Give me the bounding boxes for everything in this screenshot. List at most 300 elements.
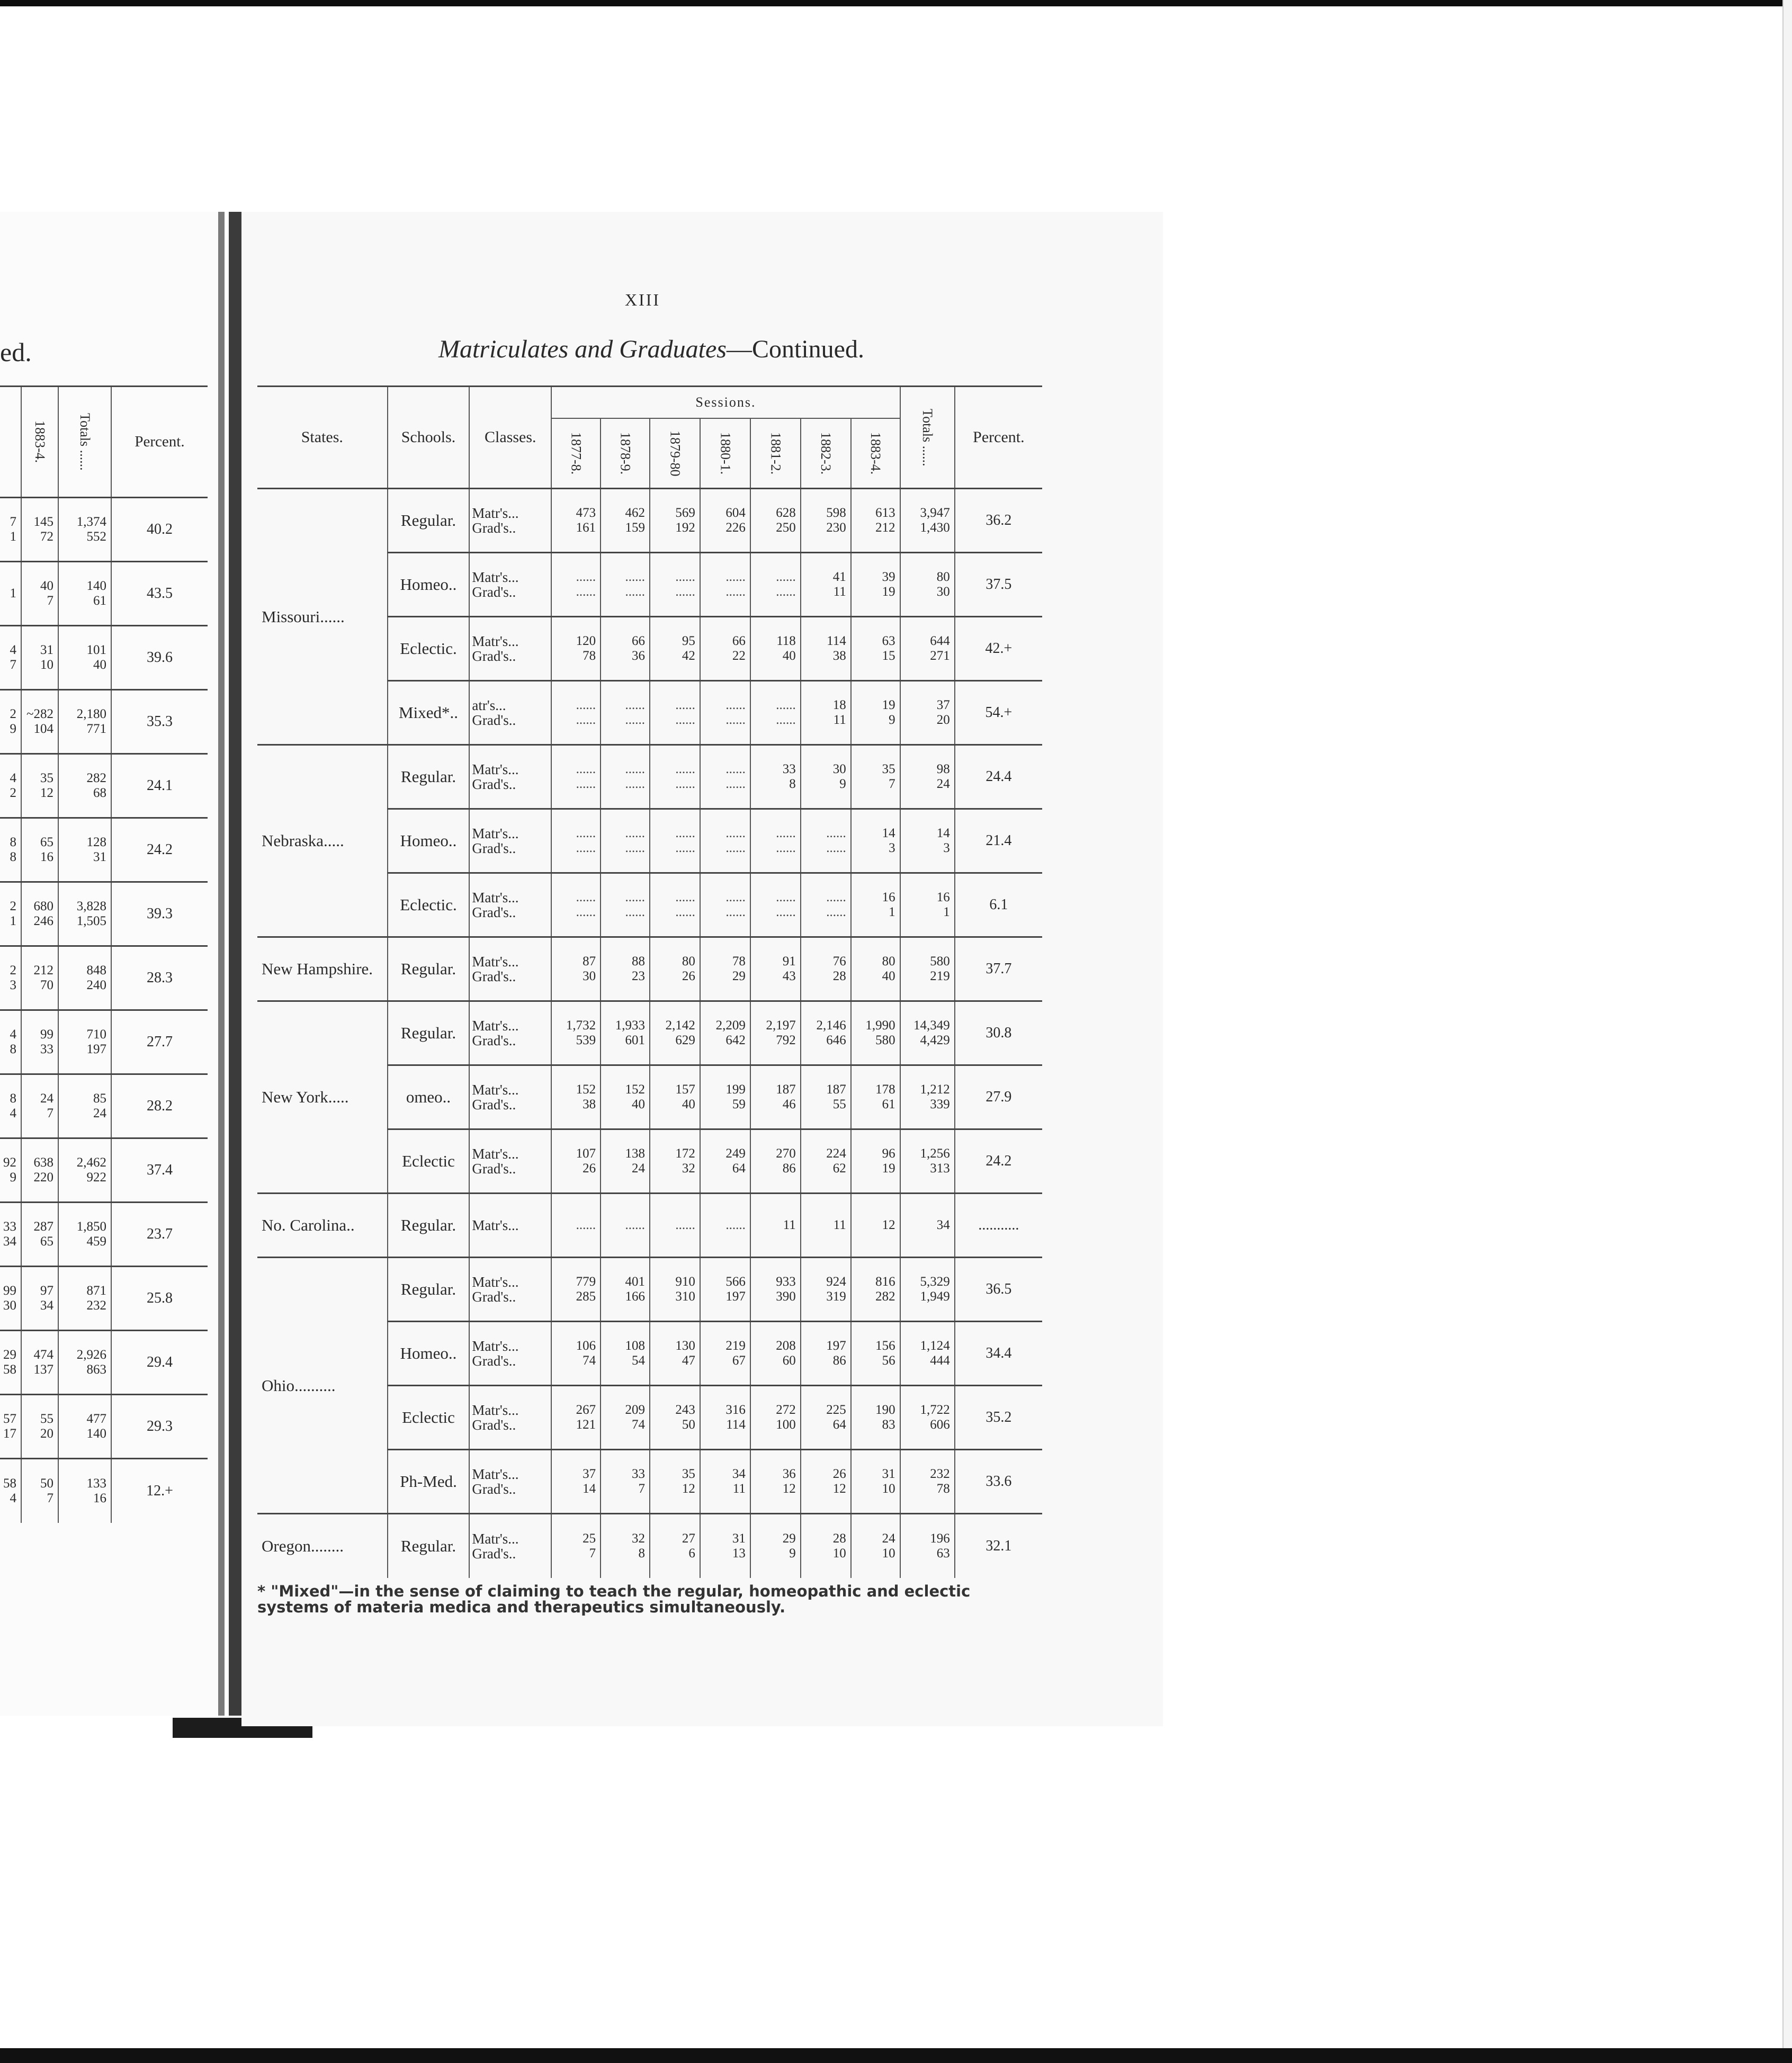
graduates-value: 100 — [776, 1418, 796, 1432]
session-cell — [601, 937, 650, 1001]
left-edge-value: 4 — [10, 1106, 16, 1120]
matriculates-value: 598 — [826, 506, 846, 520]
header-year-2 — [601, 418, 650, 488]
session-cell — [750, 489, 801, 553]
left-edge-cell — [0, 946, 21, 1010]
state-name: Ohio.......... — [257, 1258, 388, 1514]
session-cell — [700, 1065, 750, 1129]
session-cell — [801, 553, 851, 617]
school-name: Eclectic. — [388, 873, 470, 937]
session-cell — [551, 553, 601, 617]
left-edge-value: 58 — [3, 1362, 16, 1377]
graduates-value: 20 — [936, 713, 950, 727]
left-year-cell — [21, 1203, 58, 1267]
class-label: Grad's.. — [472, 1481, 516, 1497]
matriculates-value: 270 — [776, 1146, 796, 1161]
school-name: Regular. — [388, 937, 470, 1001]
matriculates-value: ...... — [826, 890, 846, 904]
left-year-cell — [21, 1138, 58, 1203]
class-label: Grad's.. — [472, 1033, 516, 1048]
left-total-matriculates: 2,462 — [76, 1155, 106, 1170]
matriculates-value: ...... — [675, 890, 695, 904]
percent-value: 37.7 — [955, 937, 1042, 1001]
scan-bottom-border — [0, 2048, 1792, 2063]
session-cell — [551, 1386, 601, 1450]
matriculates-value: 316 — [725, 1403, 746, 1417]
left-page-edge — [218, 212, 225, 1716]
graduates-value: 7 — [589, 1546, 596, 1560]
graduates-value: ...... — [826, 905, 846, 919]
session-cell — [750, 1194, 801, 1258]
class-label: Grad's.. — [472, 648, 516, 664]
matriculates-value: 1,990 — [865, 1018, 895, 1033]
graduates-value: 219 — [930, 969, 950, 983]
left-total-cell — [58, 818, 111, 882]
matriculates-value: 37 — [583, 1467, 596, 1481]
matriculates-value: 613 — [875, 506, 895, 520]
left-matriculates-value: 55 — [40, 1412, 53, 1426]
matriculates-value: 88 — [631, 954, 645, 968]
session-cell — [801, 1450, 851, 1514]
session-cell — [551, 1514, 601, 1578]
header-year-label: 1877-8. — [568, 432, 584, 475]
graduates-value: 1,430 — [920, 521, 950, 535]
total-cell — [900, 1258, 955, 1322]
header-year-label: 1882-3. — [818, 432, 834, 475]
graduates-value: 36 — [631, 649, 645, 663]
session-cell — [700, 809, 750, 873]
session-cell — [750, 617, 801, 681]
left-percent-value: 35.3 — [111, 690, 208, 754]
matriculates-value: 1,124 — [920, 1339, 950, 1353]
session-cell — [851, 1258, 900, 1322]
graduates-value: ...... — [725, 713, 746, 727]
left-table-row — [0, 1138, 208, 1203]
left-total-graduates: 232 — [86, 1298, 106, 1313]
session-cell — [750, 1514, 801, 1578]
matriculates-value: 566 — [725, 1275, 746, 1289]
left-matriculates-value: 50 — [40, 1476, 53, 1491]
graduates-value: 10 — [832, 1546, 846, 1560]
session-cell — [601, 1065, 650, 1129]
graduates-value: ...... — [725, 585, 746, 599]
class-labels — [469, 873, 551, 937]
left-table-row — [0, 1010, 208, 1074]
matriculates-value: 157 — [675, 1082, 695, 1097]
graduates-value: 10 — [882, 1546, 895, 1560]
session-cell — [551, 1001, 601, 1065]
left-year-cell — [21, 1074, 58, 1138]
session-cell — [801, 1258, 851, 1322]
percent-value: 42.+ — [955, 617, 1042, 681]
graduates-value: 67 — [732, 1353, 746, 1368]
left-total-matriculates: 128 — [86, 835, 106, 849]
left-total-matriculates: 3,828 — [76, 899, 106, 913]
total-cell — [900, 937, 955, 1001]
session-cell — [801, 489, 851, 553]
left-matriculates-value: 680 — [33, 899, 53, 913]
left-matriculates-value: 35 — [40, 771, 53, 785]
graduates-value: ...... — [576, 713, 596, 727]
matriculates-value: ...... — [725, 698, 746, 712]
session-cell — [601, 1386, 650, 1450]
left-total-matriculates: 282 — [86, 771, 106, 785]
header-totals: Totals ...... — [900, 387, 955, 489]
matriculates-value: 232 — [930, 1467, 950, 1481]
left-total-graduates: 68 — [93, 786, 106, 800]
left-edge-value: 1 — [10, 914, 16, 928]
class-label: Matr's... — [472, 569, 519, 585]
graduates-value: ...... — [625, 585, 645, 599]
matriculates-value: 16 — [936, 890, 950, 904]
left-percent-value: 37.4 — [111, 1138, 208, 1203]
graduates-value: 285 — [576, 1289, 596, 1304]
left-edge-value: 8 — [10, 835, 16, 849]
class-label: Grad's.. — [472, 1161, 516, 1177]
matriculates-value: ...... — [625, 570, 645, 584]
graduates-value: ...... — [576, 905, 596, 919]
matriculates-value: 98 — [936, 762, 950, 776]
title-rest: —Continued. — [726, 335, 864, 363]
matriculates-value: 208 — [776, 1339, 796, 1353]
session-cell — [601, 873, 650, 937]
graduates-value: 24 — [936, 777, 950, 791]
total-cell — [900, 1129, 955, 1194]
page-title — [438, 335, 864, 364]
matriculates-value: 933 — [776, 1275, 796, 1289]
matriculates-value: 190 — [875, 1403, 895, 1417]
left-table-row — [0, 946, 208, 1010]
graduates-value: ...... — [625, 713, 645, 727]
left-graduates-value: 7 — [47, 594, 53, 608]
class-labels — [469, 617, 551, 681]
graduates-value: 29 — [732, 969, 746, 983]
class-label: atr's... — [472, 697, 506, 713]
left-total-cell — [58, 1203, 111, 1267]
matriculates-value: 24 — [882, 1531, 895, 1546]
left-matriculates-value: 212 — [33, 963, 53, 977]
session-cell — [551, 1129, 601, 1194]
left-matriculates-value: 474 — [33, 1348, 53, 1362]
left-year-cell — [21, 946, 58, 1010]
left-total-graduates: 771 — [86, 722, 106, 736]
left-matriculates-value: ~282 — [26, 707, 53, 721]
session-cell — [700, 1129, 750, 1194]
matriculates-value: ...... — [725, 890, 746, 904]
graduates-value: 40 — [882, 969, 895, 983]
percent-value: 24.2 — [955, 1129, 1042, 1194]
class-label: Matr's... — [472, 826, 519, 841]
left-total-graduates: 40 — [93, 658, 106, 672]
session-cell — [700, 1001, 750, 1065]
table-row — [257, 1258, 1042, 1322]
left-edge-value: 2 — [10, 899, 16, 913]
matriculates-value: 249 — [725, 1146, 746, 1161]
matriculates-value: ...... — [576, 890, 596, 904]
matriculates-value: ...... — [576, 826, 596, 840]
class-labels — [469, 809, 551, 873]
left-percent-value: 24.1 — [111, 754, 208, 818]
left-edge-value: 1 — [10, 586, 16, 600]
graduates-value: 1 — [943, 905, 950, 919]
state-name: No. Carolina.. — [257, 1194, 388, 1258]
session-cell — [801, 809, 851, 873]
class-labels — [469, 1386, 551, 1450]
matriculates-value: 41 — [832, 570, 846, 584]
graduates-value: 55 — [832, 1097, 846, 1111]
matriculates-value: 66 — [732, 634, 746, 648]
left-edge-value: 99 — [3, 1284, 16, 1298]
session-cell — [851, 1194, 900, 1258]
footnote: * "Mixed"—in the sense of claiming to teach the regular, homeopathic and eclectic systems of materia medica and therapeutics simultaneously. — [257, 1582, 971, 1616]
left-edge-value: 4 — [10, 643, 16, 657]
class-label: Matr's... — [472, 633, 519, 649]
left-edge-cell — [0, 690, 21, 754]
graduates-value: ...... — [776, 585, 796, 599]
graduates-value: 78 — [583, 649, 596, 663]
session-cell — [650, 1001, 700, 1065]
left-edge-value: 8 — [10, 1091, 16, 1106]
left-matriculates-value: 24 — [40, 1091, 53, 1106]
graduates-value: 646 — [826, 1033, 846, 1047]
graduates-value: 86 — [832, 1353, 846, 1368]
graduates-value: 192 — [675, 521, 695, 535]
matriculates-value: ...... — [625, 890, 645, 904]
session-cell — [700, 617, 750, 681]
left-percent-value: 24.2 — [111, 818, 208, 882]
matriculates-value: 34 — [936, 1218, 950, 1232]
session-cell — [750, 681, 801, 745]
session-cell — [601, 1129, 650, 1194]
class-label: Grad's.. — [472, 840, 516, 856]
session-cell — [650, 1450, 700, 1514]
left-year-cell — [21, 1010, 58, 1074]
total-cell — [900, 1001, 955, 1065]
left-percent-value: 40.2 — [111, 498, 208, 562]
graduates-value: 601 — [625, 1033, 645, 1047]
left-table-row — [0, 498, 208, 562]
session-cell — [551, 937, 601, 1001]
graduates-value: 12 — [782, 1482, 796, 1496]
session-cell — [601, 1450, 650, 1514]
matriculates-value: ...... — [675, 570, 695, 584]
graduates-value: ...... — [675, 713, 695, 727]
session-cell — [551, 681, 601, 745]
graduates-value: 38 — [832, 649, 846, 663]
graduates-value: ...... — [576, 841, 596, 855]
left-year-cell — [21, 1267, 58, 1331]
graduates-value: ...... — [675, 905, 695, 919]
class-label: Matr's... — [472, 1530, 519, 1547]
matriculates-value: 267 — [576, 1403, 596, 1417]
matriculates-value: 2,197 — [766, 1018, 796, 1033]
matriculates-value: 604 — [725, 506, 746, 520]
matriculates-value: 28 — [832, 1531, 846, 1546]
session-cell — [851, 745, 900, 809]
matriculates-value: 33 — [782, 762, 796, 776]
graduates-value: 230 — [826, 521, 846, 535]
session-cell — [650, 489, 700, 553]
session-cell — [700, 745, 750, 809]
school-name: Mixed*.. — [388, 681, 470, 745]
graduates-value: ...... — [776, 905, 796, 919]
left-total-cell — [58, 1138, 111, 1203]
graduates-value: 444 — [930, 1353, 950, 1368]
session-cell — [851, 1129, 900, 1194]
graduates-value: 32 — [682, 1161, 695, 1176]
matriculates-value: 107 — [576, 1146, 596, 1161]
graduates-value: 3 — [943, 841, 950, 855]
class-labels — [469, 1450, 551, 1514]
matriculates-value: 32 — [631, 1531, 645, 1546]
graduates-value: 19 — [882, 1161, 895, 1176]
school-name: Eclectic — [388, 1129, 470, 1194]
session-cell — [801, 1194, 851, 1258]
class-labels — [469, 1514, 551, 1578]
state-name: Nebraska..... — [257, 745, 388, 937]
graduates-value: 159 — [625, 521, 645, 535]
left-table-row — [0, 1203, 208, 1267]
total-cell — [900, 745, 955, 809]
session-cell — [650, 1386, 700, 1450]
session-cell — [851, 1322, 900, 1386]
session-cell — [700, 553, 750, 617]
left-edge-value: 2 — [10, 707, 16, 721]
total-cell — [900, 1322, 955, 1386]
matriculates-value: 152 — [576, 1082, 596, 1097]
left-edge-cell — [0, 626, 21, 690]
matriculates-value: ...... — [776, 826, 796, 840]
graduates-value: 14 — [583, 1482, 596, 1496]
graduates-value: 15 — [882, 649, 895, 663]
class-label: Grad's.. — [472, 584, 516, 600]
matriculates-value: 197 — [826, 1339, 846, 1353]
matriculates-value: 96 — [882, 1146, 895, 1161]
class-label: Grad's.. — [472, 712, 516, 728]
graduates-value: ...... — [725, 777, 746, 791]
session-cell — [851, 1386, 900, 1450]
session-cell — [551, 745, 601, 809]
session-cell — [801, 745, 851, 809]
left-table-row — [0, 1459, 208, 1523]
left-total-matriculates: 2,180 — [76, 707, 106, 721]
session-cell — [851, 1450, 900, 1514]
left-year-cell — [21, 754, 58, 818]
graduates-value: 78 — [936, 1482, 950, 1496]
matriculates-value: 87 — [583, 954, 596, 968]
matriculates-value: 196 — [930, 1531, 950, 1546]
left-total-cell — [58, 1074, 111, 1138]
matriculates-value: 80 — [882, 954, 895, 968]
left-graduates-value: 137 — [33, 1362, 53, 1377]
class-label: Grad's.. — [472, 1289, 516, 1305]
session-cell — [851, 553, 900, 617]
left-table-row — [0, 1331, 208, 1395]
matriculates-value: 14,349 — [913, 1018, 950, 1033]
matriculates-value: 120 — [576, 634, 596, 648]
left-edge-value: 4 — [10, 771, 16, 785]
school-name: omeo.. — [388, 1065, 470, 1129]
session-cell — [650, 553, 700, 617]
graduates-value: 83 — [882, 1418, 895, 1432]
left-page-table-fragment — [0, 385, 208, 1523]
session-cell — [851, 1001, 900, 1065]
left-table-row — [0, 882, 208, 946]
matriculates-value: 114 — [827, 634, 846, 648]
graduates-value: 9 — [789, 1546, 796, 1560]
percent-value: 30.8 — [955, 1001, 1042, 1065]
session-cell — [851, 489, 900, 553]
table-row — [257, 1001, 1042, 1065]
left-table-row — [0, 1395, 208, 1459]
matriculates-value: 628 — [776, 506, 796, 520]
graduates-value: 59 — [732, 1097, 746, 1111]
left-total-graduates: 197 — [86, 1042, 106, 1056]
class-label: Matr's... — [472, 1466, 519, 1482]
graduates-value: 8 — [638, 1546, 645, 1560]
session-cell — [801, 617, 851, 681]
left-percent-value: 29.3 — [111, 1395, 208, 1459]
header-year-1 — [551, 418, 601, 488]
matriculates-value: 199 — [725, 1082, 746, 1097]
session-cell — [750, 1065, 801, 1129]
left-edge-cell — [0, 1074, 21, 1138]
left-edge-value: 33 — [3, 1219, 16, 1234]
session-cell — [750, 1129, 801, 1194]
class-label: Matr's... — [472, 1338, 519, 1354]
matriculates-value: ...... — [625, 1218, 645, 1232]
left-year-cell — [21, 1395, 58, 1459]
left-total-graduates: 240 — [86, 978, 106, 992]
matriculates-value: 152 — [625, 1082, 645, 1097]
left-edge-value: 7 — [10, 515, 16, 529]
school-name: Ph-Med. — [388, 1450, 470, 1514]
left-year-cell — [21, 1459, 58, 1523]
left-graduates-value: 104 — [33, 722, 53, 736]
left-percent-value: 29.4 — [111, 1331, 208, 1395]
left-graduates-value: 220 — [33, 1170, 53, 1185]
graduates-value: 43 — [782, 969, 796, 983]
matriculates-value: 473 — [576, 506, 596, 520]
percent-value: 35.2 — [955, 1386, 1042, 1450]
graduates-value: 19 — [882, 585, 895, 599]
session-cell — [851, 1514, 900, 1578]
matriculates-value: ...... — [826, 826, 846, 840]
table-row — [257, 745, 1042, 809]
left-graduates-value: 20 — [40, 1427, 53, 1441]
matriculates-value: 224 — [826, 1146, 846, 1161]
total-cell — [900, 553, 955, 617]
session-cell — [750, 553, 801, 617]
session-cell — [851, 1065, 900, 1129]
matriculates-value: 816 — [875, 1275, 895, 1289]
graduates-value: 40 — [782, 649, 796, 663]
matriculates-value: 14 — [882, 826, 895, 840]
session-cell — [750, 873, 801, 937]
class-labels — [469, 745, 551, 809]
left-edge-value: 8 — [10, 850, 16, 864]
page-number: XIII — [625, 290, 661, 309]
left-table-row — [0, 1267, 208, 1331]
graduates-value: 539 — [576, 1033, 596, 1047]
left-graduates-value: 16 — [40, 850, 53, 864]
graduates-value: 40 — [682, 1097, 695, 1111]
session-cell — [801, 937, 851, 1001]
graduates-value: 26 — [583, 1161, 596, 1176]
school-name: Regular. — [388, 1258, 470, 1322]
session-cell — [801, 1129, 851, 1194]
session-cell — [601, 1514, 650, 1578]
